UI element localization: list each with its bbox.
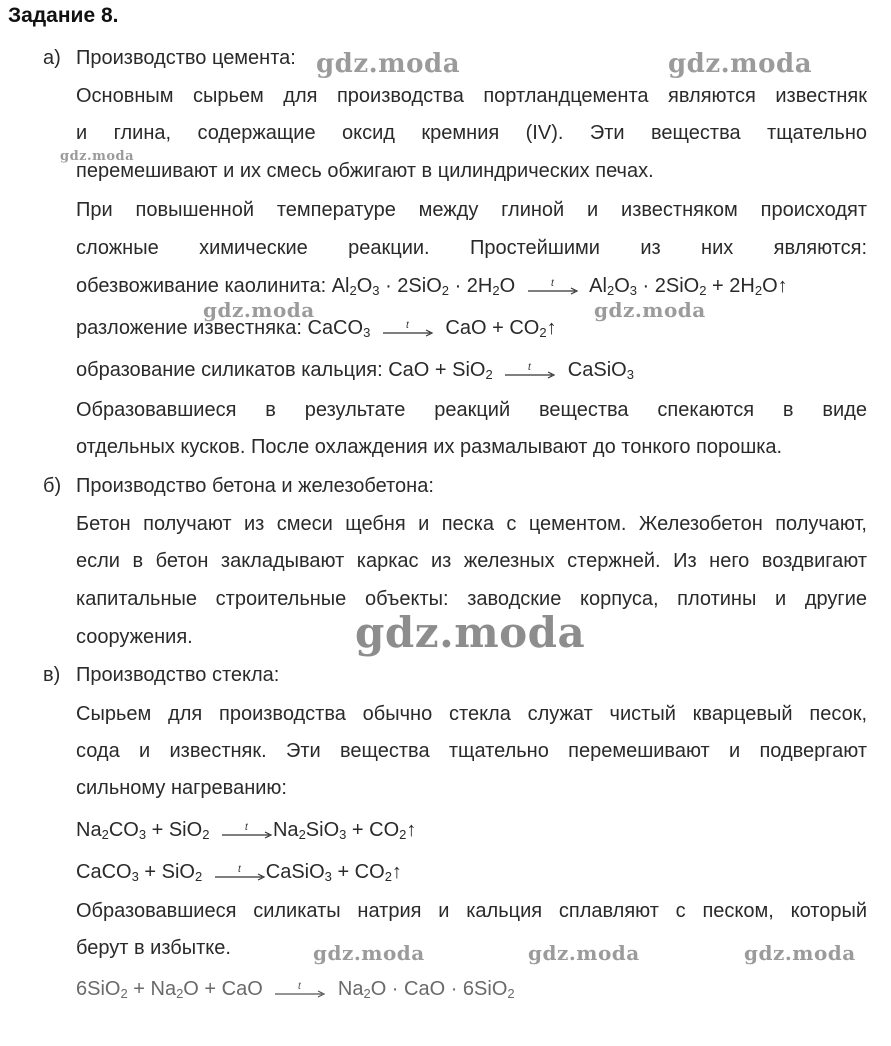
section-c-marker: в)	[43, 664, 61, 686]
section-a-text-line: сложные химические реакции. Простейшими из них являются:	[76, 237, 867, 259]
section-b-heading: Производство бетона и железобетона:	[76, 475, 434, 497]
arrow-label: t	[237, 863, 241, 875]
heating-arrow-icon	[274, 981, 326, 999]
watermark-logo: gdz.moda	[313, 941, 425, 965]
arrow-label: t	[244, 821, 248, 833]
section-c-heading: Производство стекла:	[76, 664, 280, 686]
section-a-heading: Производство цемента:	[76, 47, 296, 69]
reaction-kaolinite: обезвоживание каолинита: $Al_2O_3 \cdot 2SiO_2 \cdot 2H_2O$ t $Al_2O_3 \cdot 2SiO_2$ + $2H_2O↑$	[76, 275, 788, 298]
reaction-calcium-silicate: образование силикатов кальция: CaO + SiO$_2$ t CaSiO$_3$	[76, 359, 634, 382]
reaction-glass-fusion: $6SiO_2 + Na_2O$ + CaO t $Na_2O$ · CaO · 6SiO$_2$	[76, 978, 515, 1001]
section-b-marker: б)	[43, 475, 62, 497]
section-c-text-line: сода и известняк. Эти вещества тщательно перемешивают и подвергают	[76, 740, 867, 762]
heating-arrow-icon	[214, 864, 266, 882]
watermark-logo: gdz.moda	[203, 298, 315, 322]
section-c-text-line: Сырьем для производства обычно стекла служат чистый кварцевый песок,	[76, 703, 867, 725]
section-b-text-line: капитальные строительные объекты: заводские корпуса, плотины и другие	[76, 588, 867, 610]
watermark-logo: gdz.moda	[316, 49, 461, 79]
watermark-logo: gdz.moda	[528, 941, 640, 965]
heating-arrow-icon	[527, 278, 579, 296]
arrow-label: t	[298, 980, 302, 992]
heating-arrow-icon	[221, 822, 273, 840]
reaction-label: обезвоживание каолинита:	[76, 275, 327, 297]
section-a-text-line: и глина, содержащие оксид кремния (IV). Эти вещества тщательно	[76, 122, 867, 144]
section-a-text-line: При повышенной температуре между глиной и известняком происходят	[76, 199, 867, 221]
section-c-text-line: Образовавшиеся силикаты натрия и кальция сплавляют с песком, который	[76, 900, 867, 922]
arrow-label: t	[528, 361, 532, 373]
reaction-label: разложение известняка:	[76, 317, 302, 339]
heating-arrow-icon	[504, 362, 556, 380]
watermark-logo: gdz.moda	[355, 608, 586, 657]
section-a-text-line: отдельных кусков. После охлаждения их размалывают до тонкого порошка.	[76, 436, 783, 458]
watermark-logo: gdz.moda	[668, 49, 813, 79]
arrow-label: t	[405, 319, 409, 331]
section-a-text-line: Образовавшиеся в результате реакций вещества спекаются в виде	[76, 399, 867, 421]
reaction-limestone: разложение известняка: CaCO$_3$ t CaO + $CO_2↑$	[76, 317, 557, 340]
watermark-logo: gdz.moda	[60, 149, 135, 164]
section-a-text-line: Основным сырьем для производства портландцемента являются известняк	[76, 85, 867, 107]
section-b-text-line: сооружения.	[76, 626, 193, 648]
section-a-text-line: перемешивают и их смесь обжигают в цилиндрических печах.	[76, 160, 654, 182]
section-c-text-line: сильному нагреванию:	[76, 777, 287, 799]
task-title: Задание 8.	[8, 4, 119, 27]
watermark-logo: gdz.moda	[744, 941, 856, 965]
section-c-text-line: берут в избытке.	[76, 937, 231, 959]
arrow-label: t	[550, 277, 554, 289]
reaction-calcium-silicate-glass: CaCO$_3$ + SiO$_2$ t CaSiO$_3$ + $CO_2↑$	[76, 861, 402, 884]
heating-arrow-icon	[382, 320, 434, 338]
section-b-text-line: если в бетон закладывают каркас из железных стержней. Из него воздвигают	[76, 550, 867, 572]
reaction-label: образование силикатов кальция:	[76, 359, 383, 381]
section-a-marker: а)	[43, 47, 61, 69]
watermark-logo: gdz.moda	[594, 298, 706, 322]
section-b-text-line: Бетон получают из смеси щебня и песка с цементом. Железобетон получают,	[76, 513, 867, 535]
reaction-sodium-silicate: $Na_2CO_3 + SiO_2$ t $Na_2SiO_3$ + $CO_2↑$	[76, 819, 417, 842]
